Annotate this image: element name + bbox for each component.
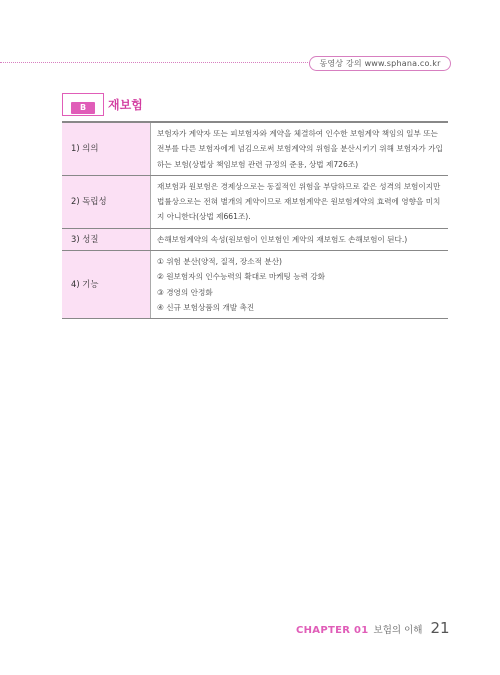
- list-item: ② 원보험자의 인수능력의 확대로 마케팅 능력 강화: [157, 272, 325, 282]
- section-badge-frame: [62, 93, 104, 116]
- header-site-label: 동영상 강의 www.sphana.co.kr: [309, 56, 451, 71]
- row-label: 2) 독립성: [62, 175, 151, 228]
- row-label: 1) 의의: [62, 122, 151, 175]
- section-title: 재보험: [108, 97, 143, 112]
- page-number: 21: [430, 619, 450, 637]
- table-row: [62, 251, 448, 319]
- chapter-title: 보험의 이해: [373, 625, 423, 636]
- definition-table: [62, 121, 448, 319]
- list-item: ① 위험 분산(양적, 질적, 장소적 분산): [157, 257, 282, 267]
- table-row: [62, 228, 448, 250]
- list-item: ③ 경영의 안정화: [157, 287, 213, 297]
- header-dotted-rule: [0, 62, 310, 63]
- section-badge: B: [71, 102, 95, 114]
- page-footer: [296, 619, 450, 637]
- row-label: 4) 기능: [62, 251, 151, 319]
- row-content: 재보험과 원보험은 경제상으로는 동질적인 위험을 부담하므로 같은 성격의 보험이지만 법률상으로는 전혀 별개의 계약이므로 재보험계약은 원보험계약의 효력에 영향을 미치지 아니한다(상법 제661조).: [151, 175, 449, 228]
- list-item: ④ 신규 보험상품의 개발 촉진: [157, 302, 255, 312]
- chapter-label: CHAPTER 01: [296, 625, 369, 636]
- row-label: 3) 성질: [62, 228, 151, 250]
- row-content-list: [151, 251, 449, 319]
- table-row: [62, 175, 448, 228]
- table-row: [62, 122, 448, 175]
- row-content: 보험자가 계약자 또는 피보험자와 계약을 체결하여 인수한 보험계약 책임의 일부 또는 전부를 다른 보험자에게 넘김으로써 보험계약의 위험을 분산시키기 위해 보험자가 가입하는 보험(상법상 책임보험 관련 규정의 준용, 상법 제726조): [151, 122, 449, 175]
- row-content: 손해보험계약의 속성(원보험이 인보험인 계약의 재보험도 손해보험이 된다.): [151, 228, 449, 250]
- section-heading: [62, 97, 143, 111]
